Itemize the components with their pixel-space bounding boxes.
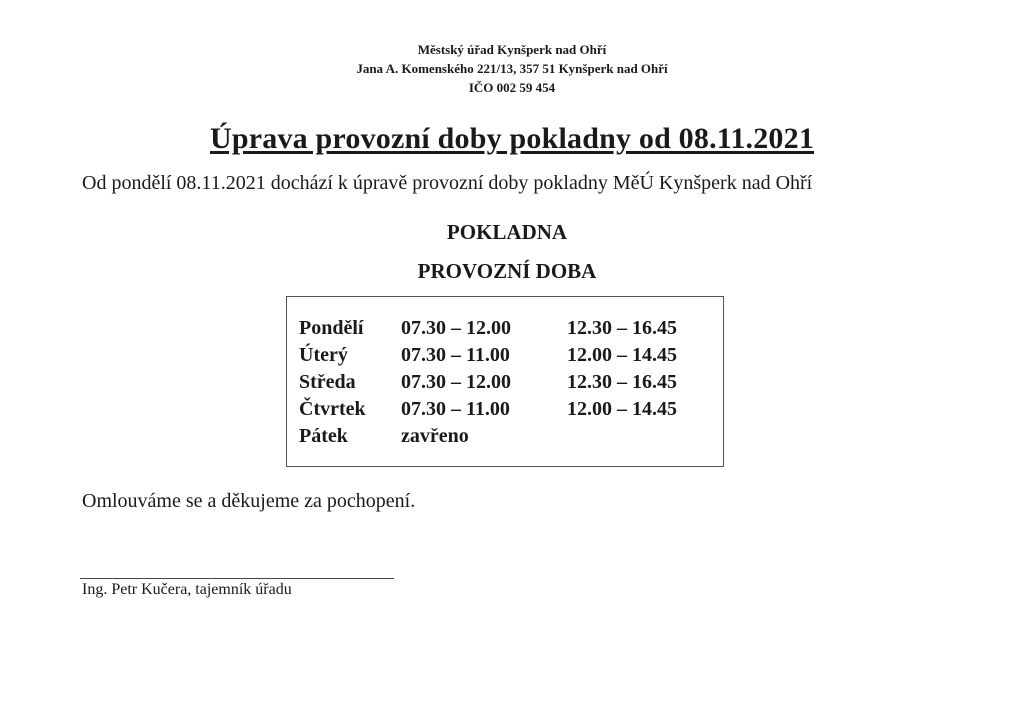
closing-sentence: Omlouváme se a děkujeme za pochopení. bbox=[82, 490, 416, 512]
section-label-provozni-doba: PROVOZNÍ DOBA bbox=[417, 259, 597, 283]
morning-hours: 07.30 – 11.00 bbox=[401, 398, 510, 420]
morning-hours: zavřeno bbox=[401, 425, 469, 447]
morning-hours: 07.30 – 11.00 bbox=[401, 344, 510, 366]
office-name: Městský úřad Kynšperk nad Ohří bbox=[417, 42, 607, 57]
office-address: Jana A. Komenského 221/13, 357 51 Kynšperk nad Ohří bbox=[356, 61, 668, 76]
hours-row-friday bbox=[287, 425, 723, 452]
afternoon-hours: 12.00 – 14.45 bbox=[567, 344, 677, 366]
day-label: Úterý bbox=[299, 344, 348, 366]
opening-hours-box bbox=[286, 296, 724, 467]
letterhead bbox=[0, 40, 1024, 97]
afternoon-hours: 12.00 – 14.45 bbox=[567, 398, 677, 420]
section-label-pokladna: POKLADNA bbox=[446, 220, 568, 244]
day-label: Středa bbox=[299, 371, 356, 393]
hours-row-wednesday bbox=[287, 371, 723, 398]
day-label: Pátek bbox=[299, 425, 348, 447]
day-label: Čtvrtek bbox=[299, 398, 366, 420]
day-label: Pondělí bbox=[299, 317, 364, 339]
afternoon-hours: 12.30 – 16.45 bbox=[567, 371, 677, 393]
hours-row-tuesday bbox=[287, 344, 723, 371]
hours-row-monday bbox=[287, 317, 723, 344]
signature-name: Ing. Petr Kučera, tajemník úřadu bbox=[82, 581, 292, 598]
intro-paragraph: Od pondělí 08.11.2021 dochází k úpravě provozní doby pokladny MěÚ Kynšperk nad Ohří bbox=[82, 172, 813, 194]
document-title: Úprava provozní doby pokladny od 08.11.2021 bbox=[209, 122, 815, 155]
signature-line bbox=[80, 578, 394, 579]
office-ico: IČO 002 59 454 bbox=[468, 80, 556, 95]
hours-row-thursday bbox=[287, 398, 723, 425]
afternoon-hours: 12.30 – 16.45 bbox=[567, 317, 677, 339]
morning-hours: 07.30 – 12.00 bbox=[401, 317, 511, 339]
morning-hours: 07.30 – 12.00 bbox=[401, 371, 511, 393]
